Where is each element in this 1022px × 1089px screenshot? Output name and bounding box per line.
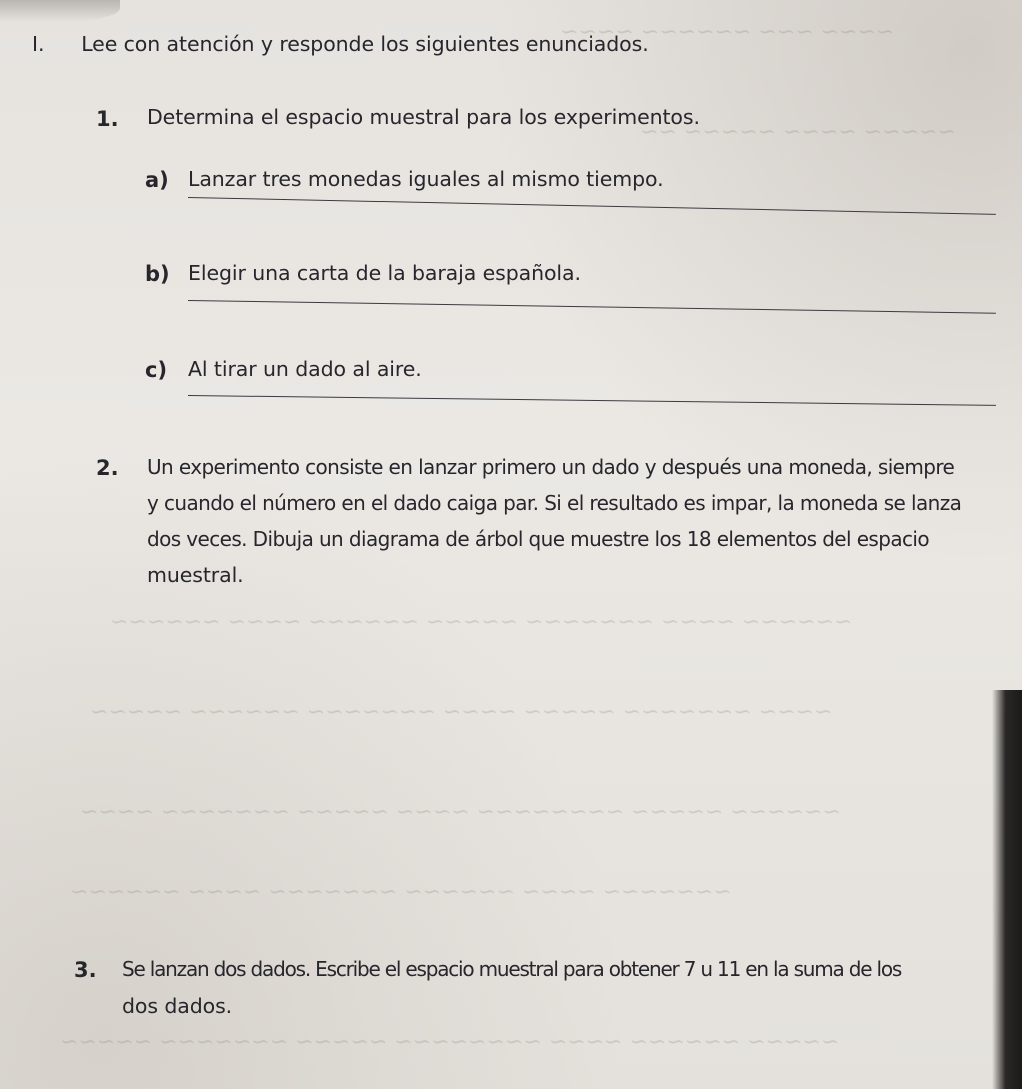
bleed-through-texture: ~~~~~~~ ~~~~ ~~~~~~ ~~~~~~~ ~~~~ ~~~~~~ bbox=[70, 880, 732, 905]
bleed-through-texture: ~~~~ ~~~~~~~ ~~~~~ ~~~~ ~~~~~~~ ~~~~~~ ~~~~~ bbox=[90, 700, 833, 725]
question-3-line-2: dos dados. bbox=[122, 994, 233, 1018]
answer-line-1a[interactable] bbox=[188, 197, 996, 215]
bleed-through-texture: ~~~~~ ~~~~~~ ~~~~ ~~~~~~~~ ~~~~~ ~~~~~~~ ~~~~~ bbox=[60, 1030, 840, 1055]
answer-line-1b[interactable] bbox=[188, 300, 996, 314]
bleed-through-texture: ~~~~~~ ~~~~ ~~~~~~~ ~~~~~ ~~~~~~ ~~~~ ~~~~~~ bbox=[110, 610, 853, 635]
question-1-number: 1. bbox=[96, 107, 119, 131]
bleed-through-texture: ~~~~ ~~~ ~~~~~~ ~~~~ bbox=[560, 20, 895, 45]
bleed-through-texture: ~~~~~~ ~~~~~ ~~~~~~~~ ~~~~ ~~~~~ ~~~~~~~ ~~~~ bbox=[80, 800, 841, 825]
answer-line-1c[interactable] bbox=[188, 395, 996, 406]
question-3-line-1: Se lanzan dos dados. Escribe el espacio muestral para obtener 7 u 11 en la suma de los bbox=[122, 957, 902, 981]
question-1c-letter: c) bbox=[145, 358, 168, 382]
question-1a-text: Lanzar tres monedas iguales al mismo tiempo. bbox=[188, 167, 664, 191]
question-2-line-4: muestral. bbox=[147, 563, 244, 587]
question-1b-letter: b) bbox=[145, 262, 170, 286]
section-instruction: Lee con atención y responde los siguientes enunciados. bbox=[81, 32, 649, 56]
question-2-line-3: dos veces. Dibuja un diagrama de árbol que muestre los 18 elementos del espacio bbox=[147, 527, 929, 551]
question-3-number: 3. bbox=[74, 958, 97, 982]
question-2-line-2: y cuando el número en el dado caiga par. Si el resultado es impar, la moneda se lanza bbox=[147, 491, 962, 515]
section-numeral: I. bbox=[32, 32, 45, 56]
question-2-line-1: Un experimento consiste en lanzar primero un dado y después una moneda, siempre bbox=[147, 455, 955, 479]
question-2-number: 2. bbox=[96, 456, 119, 480]
question-1-text: Determina el espacio muestral para los experimentos. bbox=[147, 105, 700, 129]
question-1c-text: Al tirar un dado al aire. bbox=[188, 357, 422, 381]
section-heading bbox=[32, 32, 649, 56]
binding-edge-shadow bbox=[992, 690, 1022, 1089]
bleed-through-texture: ~~~~~ ~~~~ ~~~~~ ~~ bbox=[640, 120, 956, 145]
page-curl-shadow bbox=[0, 0, 120, 22]
question-1a-letter: a) bbox=[145, 168, 169, 192]
question-1b-text: Elegir una carta de la baraja española. bbox=[188, 261, 581, 285]
